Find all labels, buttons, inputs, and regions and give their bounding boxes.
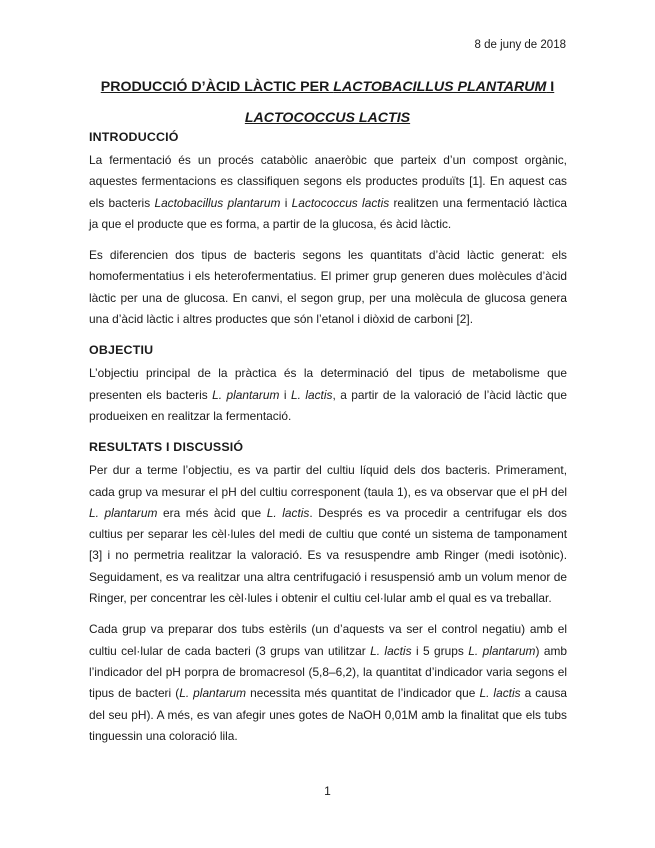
resultats-paragraph-1 [89,460,567,609]
text-run: i 5 grups [411,643,469,658]
species-name: L. lactis [370,643,412,658]
title-part-2: I [546,79,555,95]
species-name: L. plantarum [212,387,280,402]
text-run: , a partir de la valoració de l’àcid làctic que produeixen en realitzar la fermentació. [89,387,567,423]
species-name: Lactococcus lactis [291,195,390,210]
page-number: 1 [324,784,331,798]
text-run: ) amb l’indicador del pH porpra de bromacresol (5,8–6,2), la quantitat d’indicador varia segons el tipus de bacteri ( [89,643,567,701]
heading-resultats: RESULTATS I DISCUSSIÓ [89,440,244,455]
species-name: L. plantarum [89,505,158,520]
title-part-1: PRODUCCIÓ D’ÀCID LÀCTIC PER [100,79,334,95]
species-name: L. lactis [479,686,521,701]
objectiu-paragraph [89,363,567,427]
text-run: a causa del seu pH). A més, es van afegir unes gotes de NaOH 0,01M amb la finalitat que els tubs tinguessin una coloració lila. [89,686,568,743]
species-name: L. plantarum [179,686,247,701]
title-species-2: LACTOCOCCUS LACTIS [244,110,411,126]
document-body [89,127,567,757]
intro-paragraph-1 [89,150,567,235]
text-run: Cada grup va preparar dos tubs estèrils (un d’aquests va ser el control negatiu) amb el cultiu cel·lular de cada bacteri (3 grups van utilitzar [89,622,567,658]
text-run: L’objectiu principal de la pràctica és la determinació del tipus de metabolisme que presenten els bacteris [89,366,567,402]
document-date: 8 de juny de 2018 [474,39,566,51]
text-run: necessita més quantitat de l’indicador que [246,686,480,701]
species-name: L. lactis [266,505,310,520]
species-name: L. lactis [290,387,333,402]
title-species-1: LACTOBACILLUS PLANTARUM [333,79,547,95]
resultats-paragraph-2 [89,619,567,747]
document-title [88,72,567,134]
text-run: i [280,195,292,210]
text-run: era més àcid que [157,505,267,520]
intro-paragraph-2: Es diferencien dos tipus de bacteris segons les quantitats d’àcid làctic generat: els homofermentatius i els heterofermentatius. El primer grup generen dues molècules d’àcid làctic per una de glucosa. En canvi, el segon grup, per una molècula de glucosa genera una d’àcid làctic i altres productes que són l’etanol i diòxid de carboni [2]. [89,248,567,327]
text-run: i [279,387,291,402]
text-run: La fermentació és un procés catabòlic anaeròbic que parteix d’un compost orgànic, aquestes fermentacions es classifiquen segons els productes produïts [1]. En aquest cas els bacteris [89,153,567,210]
species-name: L. plantarum [468,643,536,658]
text-run: Per dur a terme l’objectiu, es va partir del cultiu líquid dels dos bacteris. Primerament, cada grup va mesurar el pH del cultiu corresponent (taula 1), es va observar que el pH del [89,463,567,499]
text-run: realitzen una fermentació làctica ja que el producte que es forma, a partir de la glucosa, és àcid làctic. [89,195,568,231]
text-run: . Després es va procedir a centrifugar els dos cultius per separar les cèl·lules del medi de cultiu que conté un sistema de tamponament [3] i no permetria realitzar la valoració. Es va resuspendre amb Ringer (medi isotònic). Seguidament, es va realitzar una altra centrifugació i resuspensió amb un volum menor de Ringer, per concentrar les cèl·lules i obtenir el cultiu cel·lular amb el qual es va treballar. [89,505,568,606]
species-name: Lactobacillus plantarum [154,195,281,210]
heading-introduccio: INTRODUCCIÓ [89,130,179,144]
heading-objectiu: OBJECTIU [89,343,154,358]
